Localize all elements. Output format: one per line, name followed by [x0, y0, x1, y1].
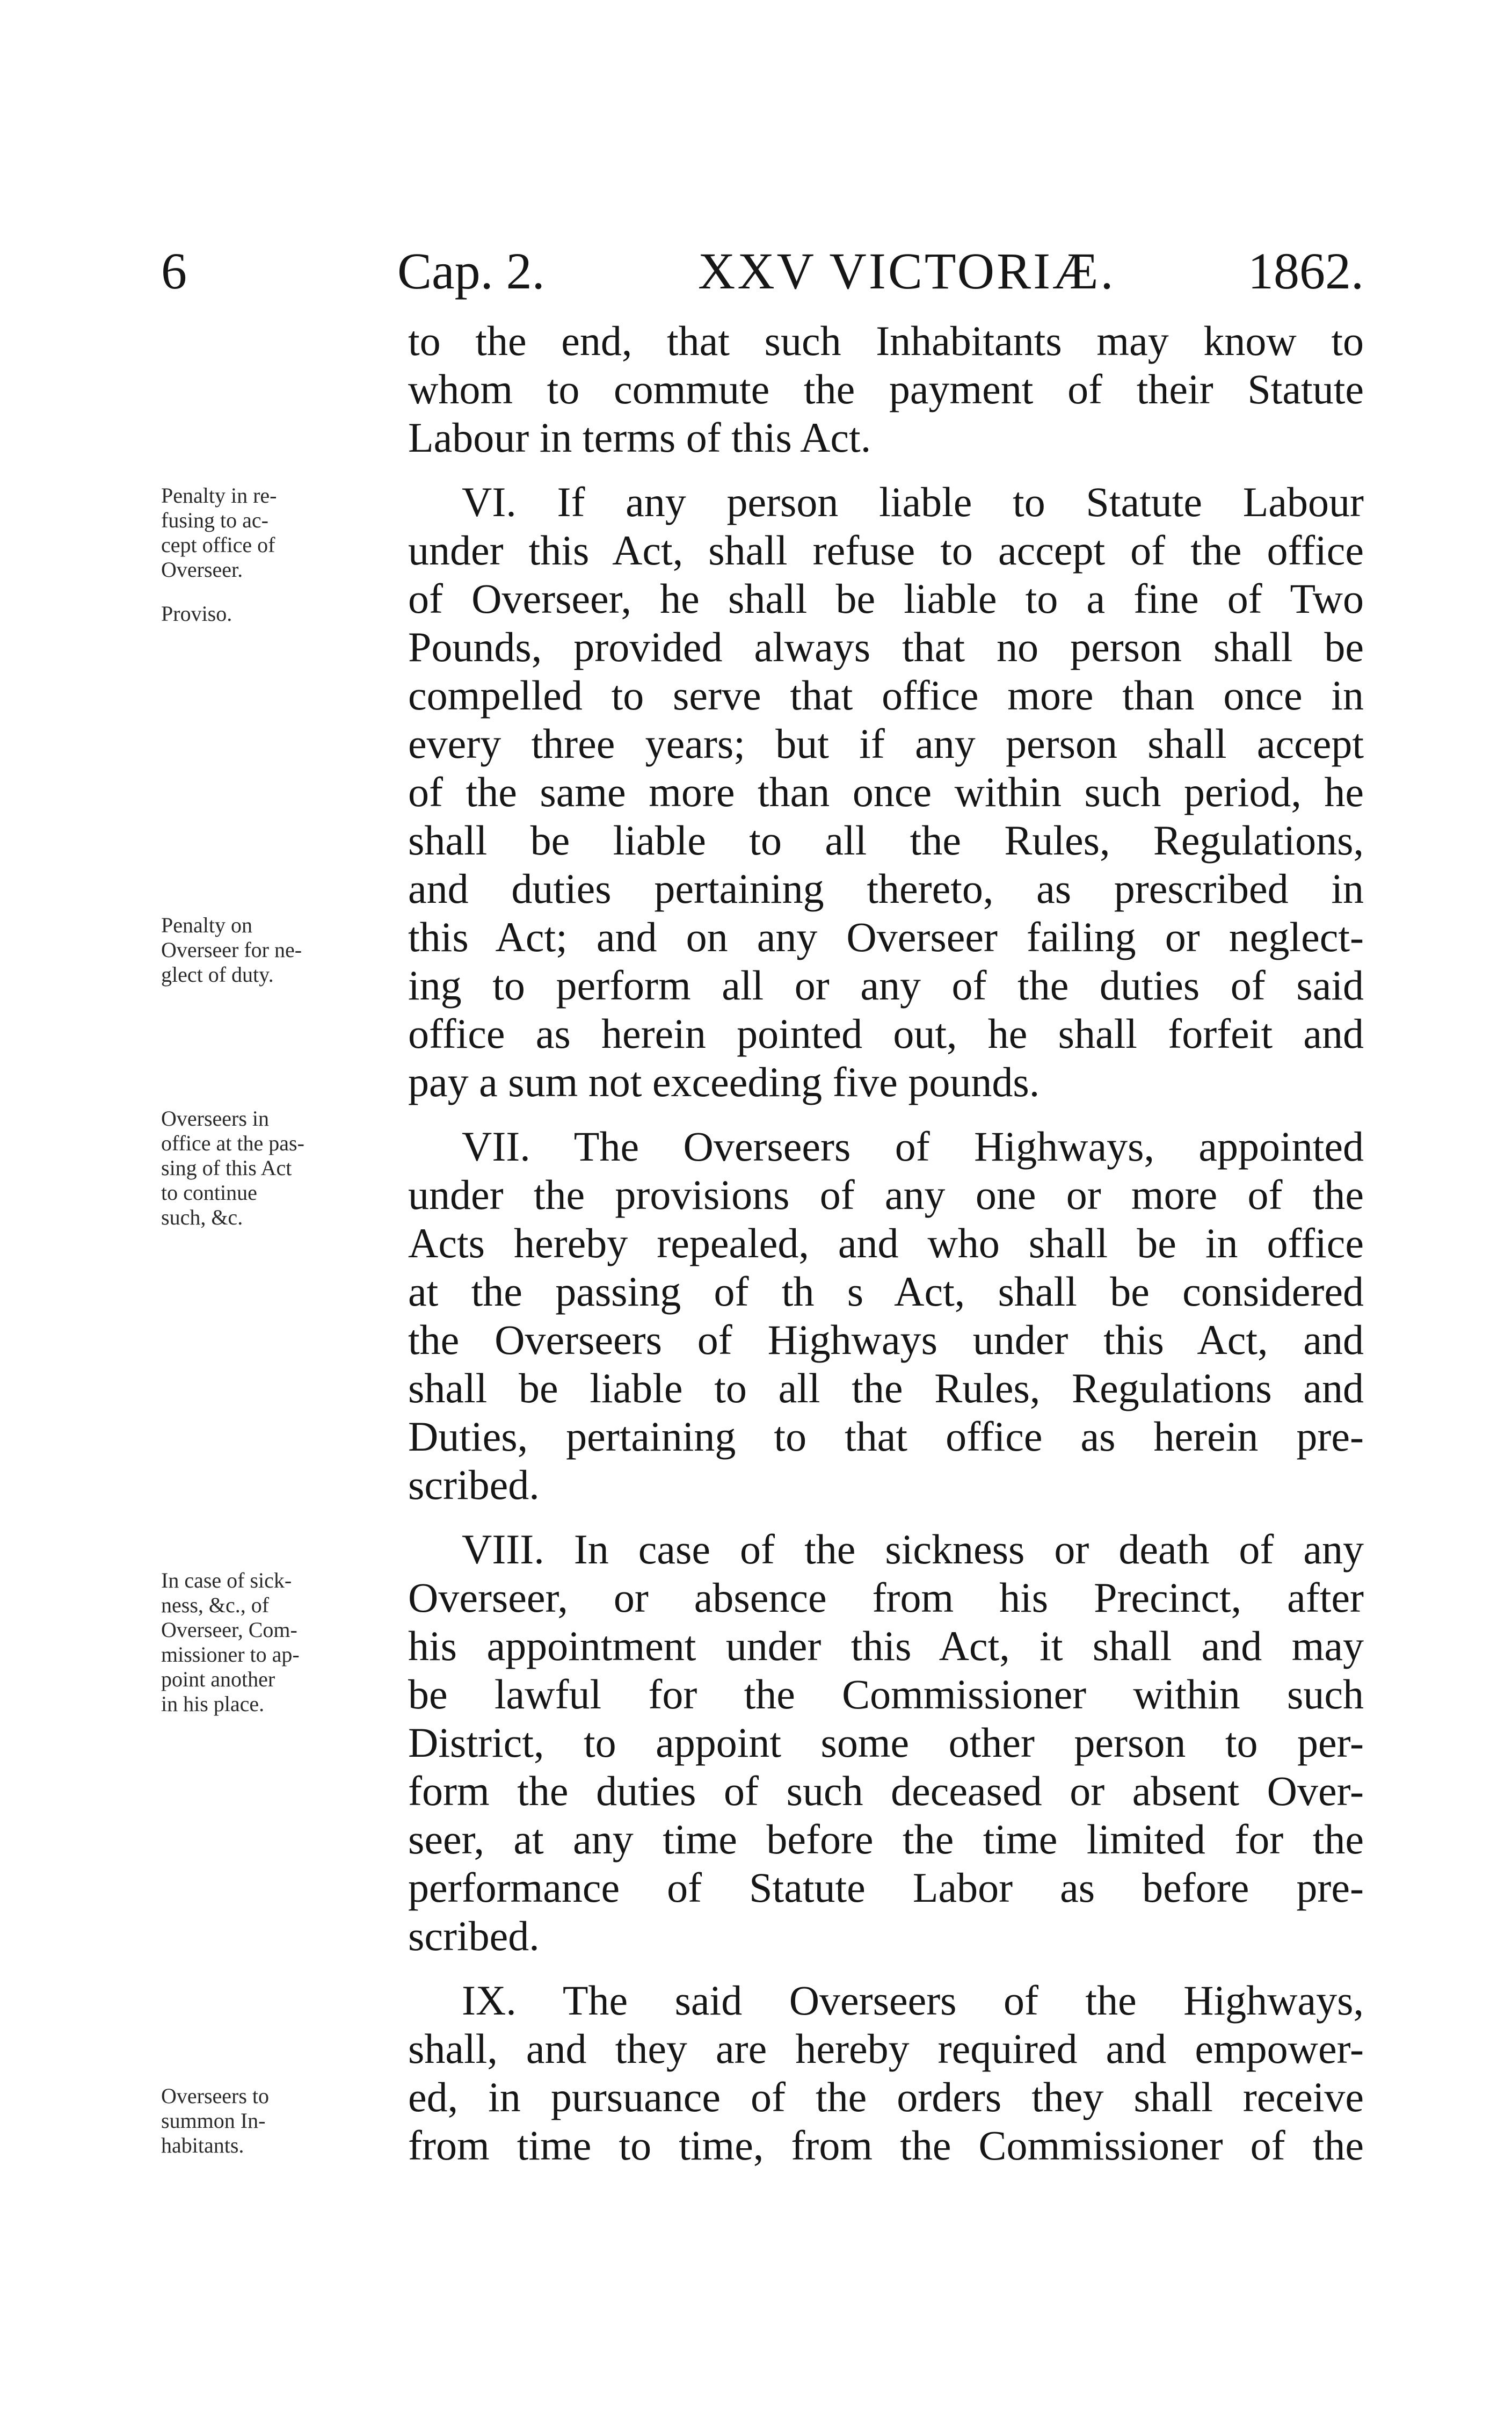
margin-note-line: Penalty on: [161, 913, 252, 937]
text-line: Duties, pertaining to that office as herein pre-: [408, 1413, 1364, 1460]
margin-note-line: In case of sick-: [161, 1568, 292, 1592]
margin-note-line: sing of this Act: [161, 1156, 292, 1180]
text-line: VII. The Overseers of Highways, appointed: [462, 1123, 1364, 1170]
text-line: and duties pertaining thereto, as prescribed in: [408, 865, 1364, 912]
text-line: the Overseers of Highways under this Act, and: [408, 1316, 1364, 1363]
text-line: office as herein pointed out, he shall forfeit and: [408, 1010, 1364, 1057]
statute-title: XXV VICTORIÆ.: [698, 242, 1116, 300]
margin-note-sickness: [161, 1568, 376, 1716]
paragraph-intro: [408, 317, 1364, 462]
text-line: under the provisions of any one or more of the: [408, 1171, 1364, 1218]
margin-note-line: office at the pas-: [161, 1131, 304, 1155]
margin-note-line: Penalty in re-: [161, 483, 277, 508]
section-ix: [408, 1976, 1364, 2170]
margin-note-line: such, &c.: [161, 1205, 243, 1229]
text-line: IX. The said Overseers of the Highways,: [462, 1977, 1364, 2024]
margin-note-proviso: [161, 602, 376, 626]
section-vii: [408, 1122, 1364, 1509]
year-label: 1862.: [1248, 242, 1364, 300]
margin-note-line: fusing to ac-: [161, 508, 268, 532]
margin-note-penalty-refusing: [161, 483, 376, 582]
text-line: shall be liable to all the Rules, Regulations and: [408, 1365, 1364, 1411]
text-line: of Overseer, he shall be liable to a fine of Two: [408, 575, 1364, 622]
text-line: scribed.: [408, 1912, 540, 1959]
section-vi: [408, 478, 1364, 1106]
margin-note-penalty-neglect: [161, 913, 376, 987]
text-line: VI. If any person liable to Statute Labour: [462, 479, 1364, 525]
text-line: ed, in pursuance of the orders they shall receive: [408, 2074, 1364, 2120]
margin-note-line: Overseers to: [161, 2084, 270, 2108]
text-line: under this Act, shall refuse to accept of the office: [408, 527, 1364, 574]
margin-note-overseers-continue: [161, 1106, 376, 1230]
margin-note-line: Overseer for ne-: [161, 938, 302, 962]
text-line: shall be liable to all the Rules, Regulations,: [408, 817, 1364, 864]
page-number: 6: [161, 242, 187, 300]
running-header: [161, 236, 1364, 306]
margin-note-line: missioner to ap-: [161, 1642, 300, 1667]
margin-note-line: Overseers in: [161, 1106, 270, 1131]
body-text: [408, 317, 1364, 2170]
margin-note-line: ness, &c., of: [161, 1593, 270, 1617]
margin-note-line: Proviso.: [161, 602, 232, 626]
text-line: compelled to serve that office more than once in: [408, 672, 1364, 719]
text-line: District, to appoint some other person to per-: [408, 1719, 1364, 1766]
margin-note-line: Overseer.: [161, 557, 243, 582]
text-line: Overseer, or absence from his Precinct, after: [408, 1574, 1364, 1621]
text-line: at the passing of th s Act, shall be considered: [408, 1268, 1364, 1315]
text-line: Acts hereby repealed, and who shall be in office: [408, 1220, 1364, 1266]
text-line: of the same more than once within such period, he: [408, 769, 1364, 815]
text-line: form the duties of such deceased or absent Over-: [408, 1767, 1364, 1814]
text-line: ing to perform all or any of the duties of said: [408, 962, 1364, 1009]
text-line: his appointment under this Act, it shall and may: [408, 1622, 1364, 1669]
text-line: Labour in terms of this Act.: [408, 414, 871, 461]
text-line: seer, at any time before the time limited for the: [408, 1816, 1364, 1863]
margin-note-line: habitants.: [161, 2133, 244, 2157]
text-line: VIII. In case of the sickness or death of any: [462, 1526, 1364, 1573]
text-line: whom to commute the payment of their Statute: [408, 366, 1364, 412]
section-viii: [408, 1525, 1364, 1960]
margin-note-line: in his place.: [161, 1692, 265, 1716]
text-line: performance of Statute Labor as before pre-: [408, 1864, 1364, 1911]
text-line: every three years; but if any person shall accept: [408, 720, 1364, 767]
margin-note-line: Overseer, Com-: [161, 1618, 297, 1642]
text-line: Pounds, provided always that no person shall be: [408, 624, 1364, 670]
margin-note-line: to continue: [161, 1180, 257, 1205]
text-line: be lawful for the Commissioner within such: [408, 1671, 1364, 1718]
text-line: to the end, that such Inhabitants may know to: [408, 317, 1364, 364]
text-line: scribed.: [408, 1461, 540, 1508]
text-line: pay a sum not exceeding five pounds.: [408, 1059, 1040, 1105]
text-line: shall, and they are hereby required and empower-: [408, 2025, 1364, 2072]
text-line: this Act; and on any Overseer failing or neglect-: [408, 914, 1364, 960]
margin-note-line: glect of duty.: [161, 962, 274, 987]
text-line: from time to time, from the Commissioner of the: [408, 2122, 1364, 2169]
margin-note-line: cept office of: [161, 533, 275, 557]
margin-note-summon: [161, 2084, 376, 2158]
margin-note-line: point another: [161, 1667, 275, 1691]
chapter-label: Cap. 2.: [397, 242, 545, 300]
margin-note-line: summon In-: [161, 2109, 266, 2133]
